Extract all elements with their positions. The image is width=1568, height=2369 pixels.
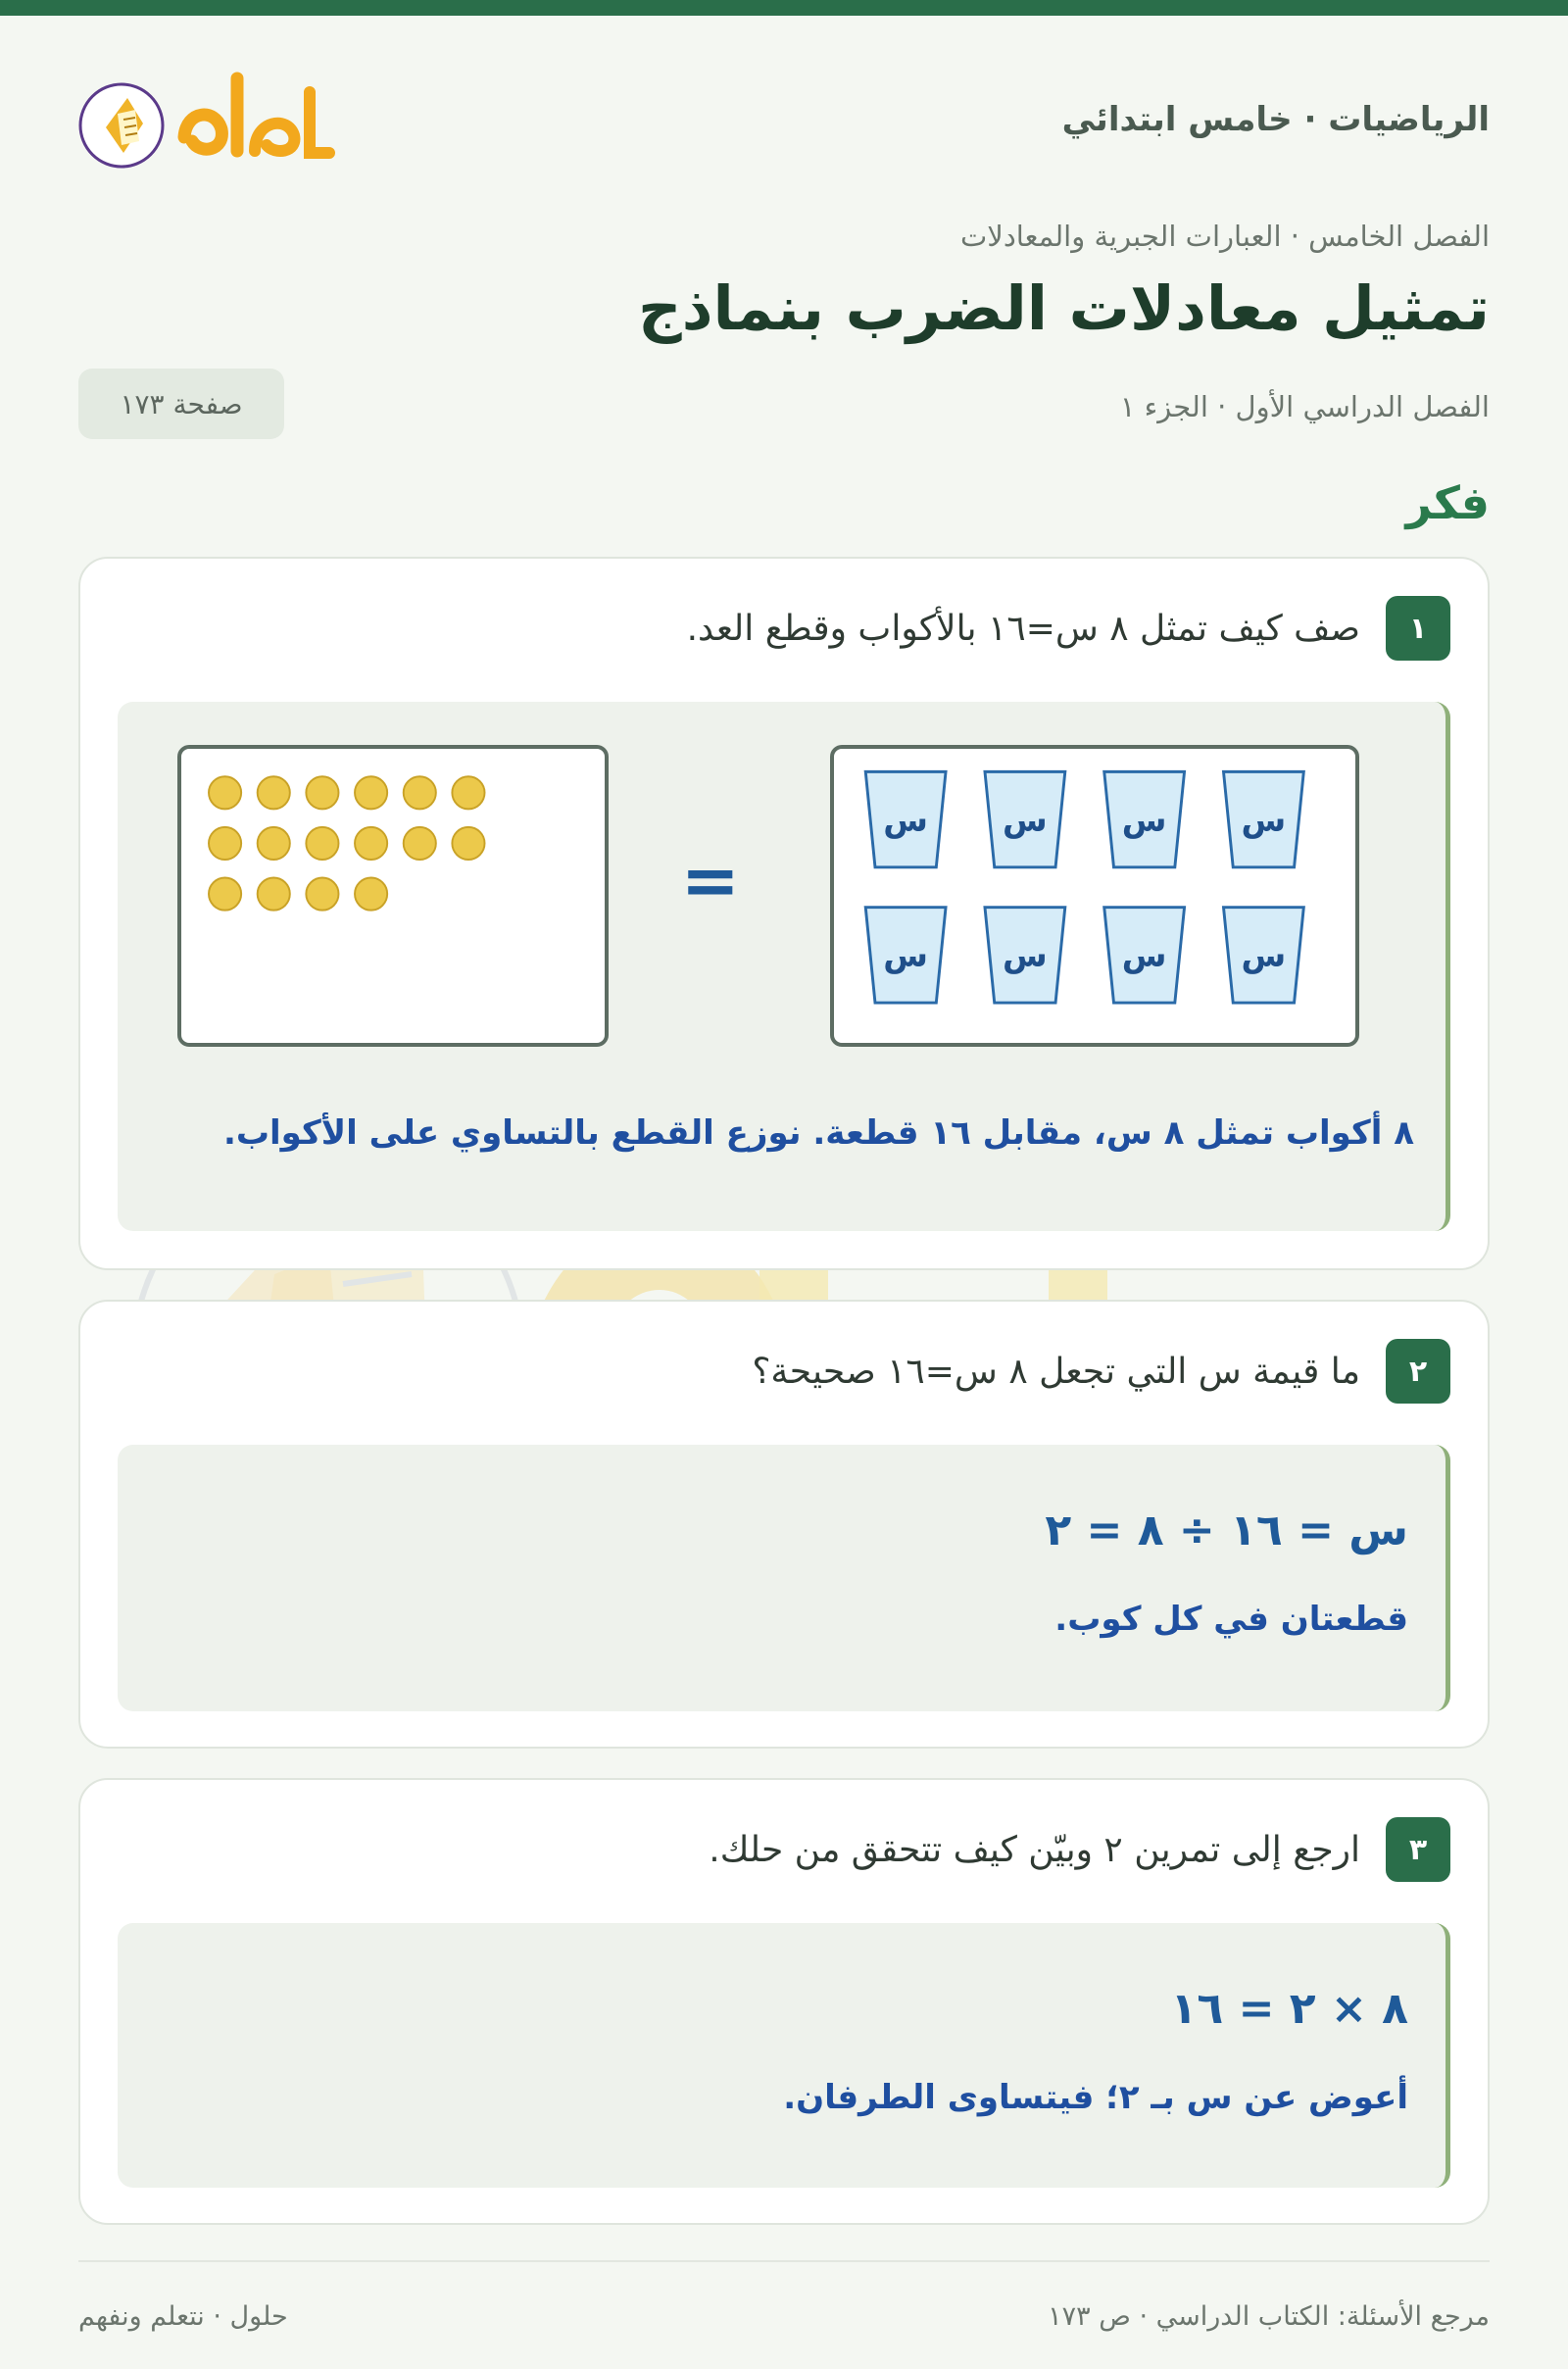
question-text: صف كيف تمثل ٨ س=١٦ بالأكواب وقطع العد. (686, 608, 1360, 649)
cup-icon (1104, 771, 1185, 866)
term-label: الفصل الدراسي الأول · الجزء ١ (1119, 390, 1490, 423)
question-card-3 (78, 1778, 1490, 2225)
question-header (709, 1817, 1450, 1882)
cup-label: س (883, 800, 928, 839)
answer-box (118, 702, 1450, 1231)
cups-model (830, 745, 1359, 1047)
page-header (78, 59, 1490, 186)
answer-text: ٨ أكواب تمثل ٨ س، مقابل ١٦ قطعة. نوزع القطع بالتساوي على الأكواب. (222, 1113, 1414, 1153)
page-title: تمثيل معادلات الضرب بنماذج (638, 272, 1490, 344)
answer-box (118, 1445, 1450, 1711)
cup-label: س (883, 936, 928, 975)
counter-chip (355, 776, 387, 809)
cup-icon (1223, 771, 1303, 866)
reference-text: مرجع الأسئلة: الكتاب الدراسي · ص ١٧٣ (1048, 2301, 1490, 2332)
question-text: ارجع إلى تمرين ٢ وبيّن كيف تتحقق من حلك. (709, 1829, 1360, 1870)
cup-icon (985, 771, 1065, 866)
subject-label: الرياضيات · خامس ابتدائي (1061, 100, 1490, 139)
question-number: ١ (1386, 596, 1450, 661)
answer-box (118, 1923, 1450, 2188)
answer-text: قطعتان في كل كوب. (1054, 1600, 1408, 1639)
question-card-2 (78, 1300, 1490, 1749)
counter-chip (209, 877, 241, 910)
question-header (752, 1339, 1450, 1404)
cup-label: س (1241, 936, 1287, 975)
section-title: فكر (1405, 476, 1490, 529)
question-card-1 (78, 557, 1490, 1270)
counter-chip (452, 776, 484, 809)
cup-label: س (1003, 800, 1048, 839)
hulul-logo (78, 59, 353, 186)
counter-chip (258, 776, 290, 809)
counter-chip (355, 877, 387, 910)
counter-chip (306, 776, 338, 809)
cup-icon (865, 771, 946, 866)
counters-model (177, 745, 609, 1047)
question-number: ٢ (1386, 1339, 1450, 1404)
cup-label: س (1121, 800, 1167, 839)
counter-chip (452, 827, 484, 860)
cup-label: س (1241, 800, 1287, 839)
cup-icon (865, 908, 946, 1003)
answer-text: أعوض عن س بـ ٢؛ فيتساوى الطرفان. (783, 2078, 1408, 2117)
equals-sign: = (680, 839, 740, 921)
equation-text: ٨ × ٢ = ١٦ (1170, 1984, 1408, 2034)
brand-tagline: حلول · نتعلم ونفهم (78, 2301, 288, 2332)
counter-chip (404, 827, 436, 860)
question-number: ٣ (1386, 1817, 1450, 1882)
top-accent-bar (0, 0, 1568, 16)
cup-label: س (1003, 936, 1048, 975)
chapter-label: الفصل الخامس · العبارات الجبرية والمعادلات (960, 220, 1490, 253)
counter-chip (258, 827, 290, 860)
counter-chip (306, 877, 338, 910)
equation-text: س = ١٦ ÷ ٨ = ٢ (1045, 1505, 1408, 1555)
counter-chip (404, 776, 436, 809)
page-number-badge: صفحة ١٧٣ (78, 369, 284, 439)
cup-icon (1223, 908, 1303, 1003)
counter-chip (355, 827, 387, 860)
question-header (687, 596, 1450, 661)
counter-chip (258, 877, 290, 910)
counter-chip (209, 776, 241, 809)
page-footer (78, 2260, 1490, 2339)
counter-chip (209, 827, 241, 860)
cup-icon (985, 908, 1065, 1003)
cup-icon (1104, 908, 1185, 1003)
question-text: ما قيمة س التي تجعل ٨ س=١٦ صحيحة؟ (752, 1351, 1360, 1392)
counter-chip (306, 827, 338, 860)
cup-label: س (1121, 936, 1167, 975)
